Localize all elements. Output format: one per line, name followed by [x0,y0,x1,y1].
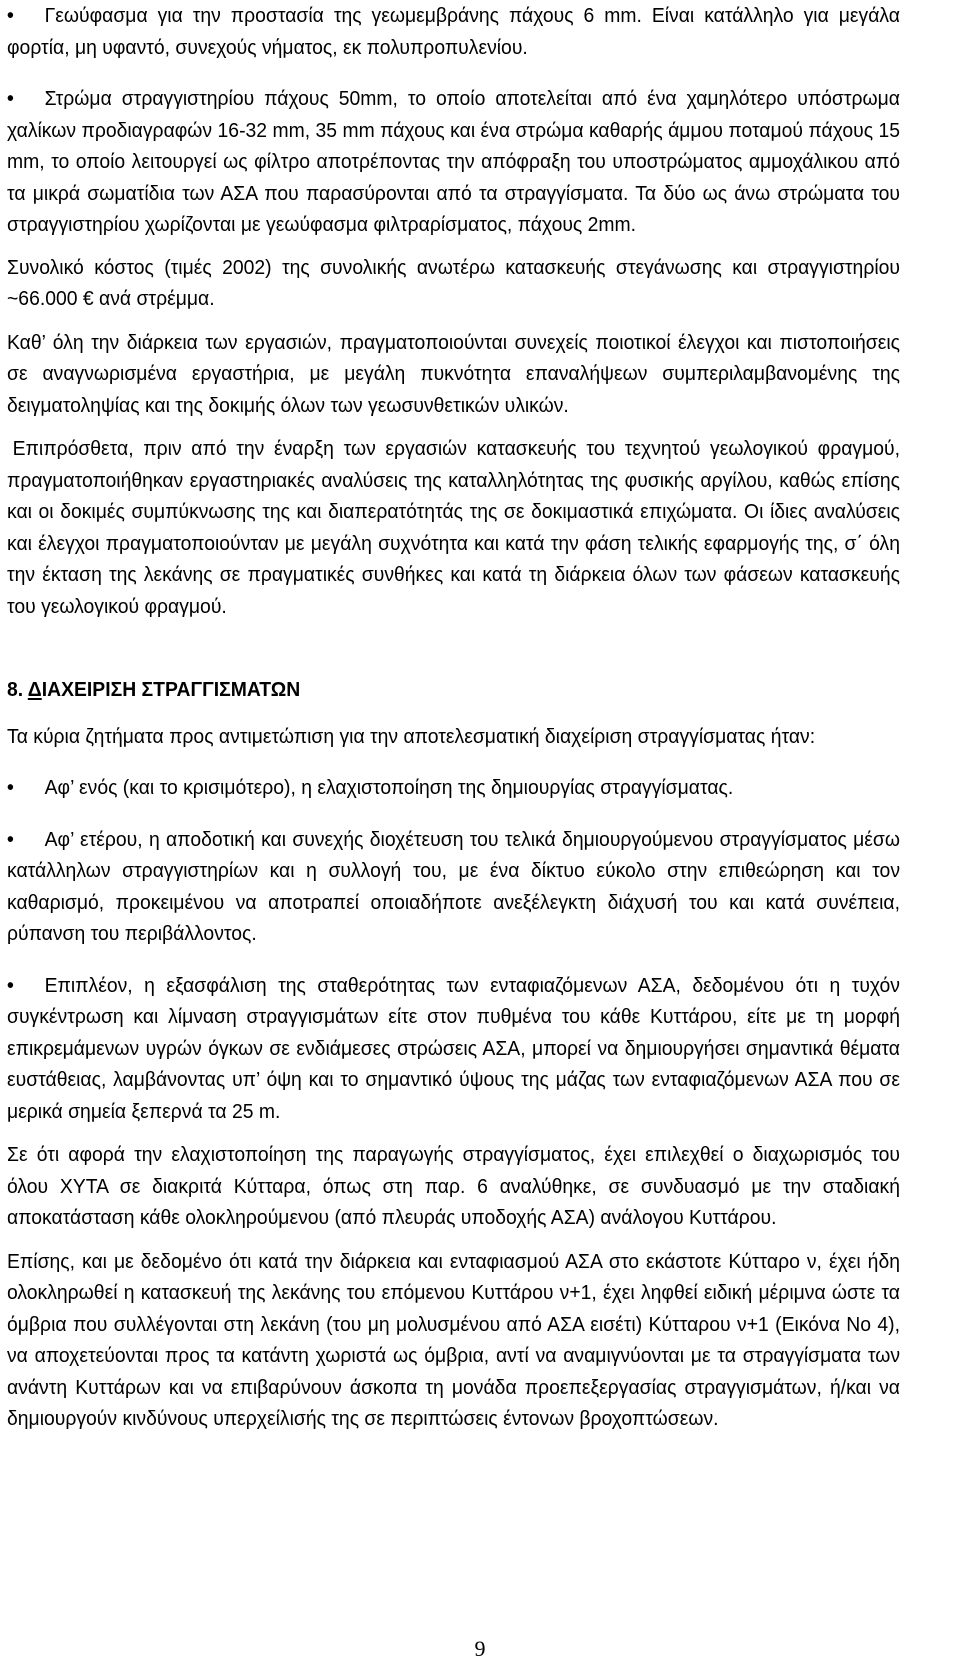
list-item-minimize [7,772,900,804]
list-item-geotextile [7,0,900,63]
list-item-channeling [7,824,900,950]
paragraph-text: Στρώμα στραγγιστηρίου πάχους 50mm, το οποίο αποτελείται από ένα χαμηλότερο υπόστρωμα χαλίκων προδιαγραφών 16-32 mm, 35 mm πάχους και ένα στρώμα καθαρής άμμου ποταμού πάχους 15 mm, το οποίο λειτουργεί ως φίλτρο αποτρέποντας την απόφραξη του υποστρώματος αμμοχάλικου από τα μικρά σωματίδια των ΑΣΑ που παρασύρονται από τα στραγγίσματα. Τα δύο ως άνω στρώματα του στραγγιστηρίου χωρίζονται με γεωύφασμα φιλτραρίσματος, πάχους 2mm. [7,87,901,236]
paragraph-intro: Τα κύρια ζητήματα προς αντιμετώπιση για την αποτελεσματική διαχείριση στραγγίσματας ήταν: [7,724,816,748]
paragraph-clay-analyses: Επιπρόσθετα, πριν από την έναρξη των εργασιών κατασκευής του τεχνητού γεωλογικού φραγμού, πραγματοποιήθηκαν εργαστηριακές αναλύσεις της καταλληλότητας της φυσικής αργίλου, καθώς επίσης και οι δοκιμές συμπύκνωσης της και διαπερατότητάς της σε δοκιμαστικά επιχώματα. Οι ίδιες αναλύσεις και έλεγχοι πραγματοποιούνταν με μεγάλη συχνότητα και κατά την φάση τελικής εφαρμογής της, σ΄ όλη την έκταση της λεκάνης σε πραγματικές συνθήκες και κατά τη διάρκεια όλων των φάσεων κατασκευής του γεωλογικού φραγμού. [7,437,900,618]
spacer [7,752,900,772]
paragraph-text: Αφ’ ενός (και το κρισιμότερο), η ελαχιστοποίηση της δημιουργίας στραγγίσματας. [44,776,734,799]
spacer [7,421,900,433]
document-body [7,0,900,1435]
spacer [7,1234,900,1246]
bullet-icon: • [7,827,14,851]
paragraph-total-cost: Συνολικό κόστος (τιμές 2002) της συνολικής ανωτέρω κατασκευής στεγάνωσης και στραγγιστηρίου ~66.000 € ανά στρέμμα. [7,255,900,310]
bullet-icon: • [7,776,14,799]
section-number: 8. [7,678,28,701]
paragraph-quality-control: Καθ’ όλη την διάρκεια των εργασιών, πραγματοποιούνται συνεχείς ποιοτικοί έλεγχοι και πιστοποιήσεις σε αναγνωρισμένα εργαστήρια, με μεγάλη πυκνότητα επαναλήψεων συμπεριλαμβανομένης της δειγματοληψίας και της δοκιμής όλων των γεωσυνθετικών υλικών. [7,330,900,417]
bullet-icon: • [7,4,14,27]
section-title-initial: Δ [27,678,42,701]
paragraph-text: Επιπλέον, η εξασφάλιση της σταθερότητας των ενταφιαζόμενων ΑΣΑ, δεδομένου ότι η τυχόν συγκέντρωση και λίμναση στραγγισμάτων είτε στον πυθμένα του κάθε Κυττάρου, είτε με τη μορφή επικρεμάμενων υγρών όγκων σε ενδιάμεσες στρώσεις ΑΣΑ, μπορεί να δημιουργήσει σημαντικά θέματα ευστάθειας, λαμβάνοντας υπ’ όψη και το σημαντικό ύψους της μάζας των ενταφιαζόμενων ΑΣΑ που σε μερικά σημεία ξεπερνά τα 25 m. [7,973,901,1123]
list-item-drainage-layer [7,83,900,241]
section-title: ΙΑΧΕΙΡΙΣΗ ΣΤΡΑΓΓΙΣΜΑΤΩΝ [41,678,301,701]
spacer [7,63,900,83]
spacer [7,950,900,970]
page-number: 9 [474,1636,486,1661]
section-heading [7,674,900,706]
spacer [7,622,900,674]
paragraph-text: Αφ’ ετέρου, η αποδοτική και συνεχής διοχέτευση του τελικά δημιουργούμενου στραγγίσματος μέσω κατάλληλων στραγγιστηρίων και η συλλογή του, με ένα δίκτυο εύκολο στην επιθεώρηση και τον καθαρισμό, προκειμένου να αποτραπεί οποιαδήποτε ανεξέλεγκτη διάχυσή του και κατά συνέπεια, ρύπανση του περιβάλλοντος. [7,827,901,945]
bullet-icon: • [7,87,14,110]
paragraph-text: Γεωύφασμα για την προστασία της γεωμεμβράνης πάχους 6 mm. Είναι κατάλληλο για μεγάλα φορτία, μη υφαντό, συνεχούς νήματος, εκ πολυπροπυλενίου. [7,4,901,59]
spacer [7,315,900,327]
bullet-icon: • [7,973,14,997]
spacer [7,241,900,252]
paragraph-rainwater: Επίσης, και με δεδομένο ότι κατά την διάρκεια και ενταφιασμού ΑΣΑ στο εκάστοτε Κύτταρο ν, έχει ήδη ολοκληρωθεί η κατασκευή της λεκάνης του επόμενου Κυττάρου ν+1, έχει ληφθεί ειδική μέριμνα ώστε τα όμβρια που συλλέγονται στη λεκάνη (του μη μολυσμένου από ΑΣΑ εισέτι) Κύτταρου ν+1 (Εικόνα Νο 4), να αποχετεύονται προς τα κατάντη χωριστά ως όμβρια, αντί να αναμιγνύονται με τα στραγγίσματα των ανάντη Κυττάρων και να επιβαρύνουν άσκοπα τη μονάδα προεπεξεργασίας στραγγισμάτων, ή/και να δημιουργούν κινδύνους υπερχείλισής της σε περιπτώσεις έντονων βροχοπτώσεων. [7,1249,900,1430]
paragraph-minimization: Σε ότι αφορά την ελαχιστοποίηση της παραγωγής στραγγίσματος, έχει επιλεχθεί ο διαχωρισμός του όλου ΧΥΤΑ σε διακριτά Κύτταρα, όπως στη παρ. 6 αναλύθηκε, σε συνδυασμό με την σταδιακή αποκατάσταση κάθε ολοκληρούμενου (από πλευράς υποδοχής ΑΣΑ) ανάλογου Κυττάρου. [7,1143,900,1229]
spacer [7,804,900,824]
spacer [7,1127,900,1139]
spacer [7,706,900,721]
list-item-stability [7,970,900,1128]
